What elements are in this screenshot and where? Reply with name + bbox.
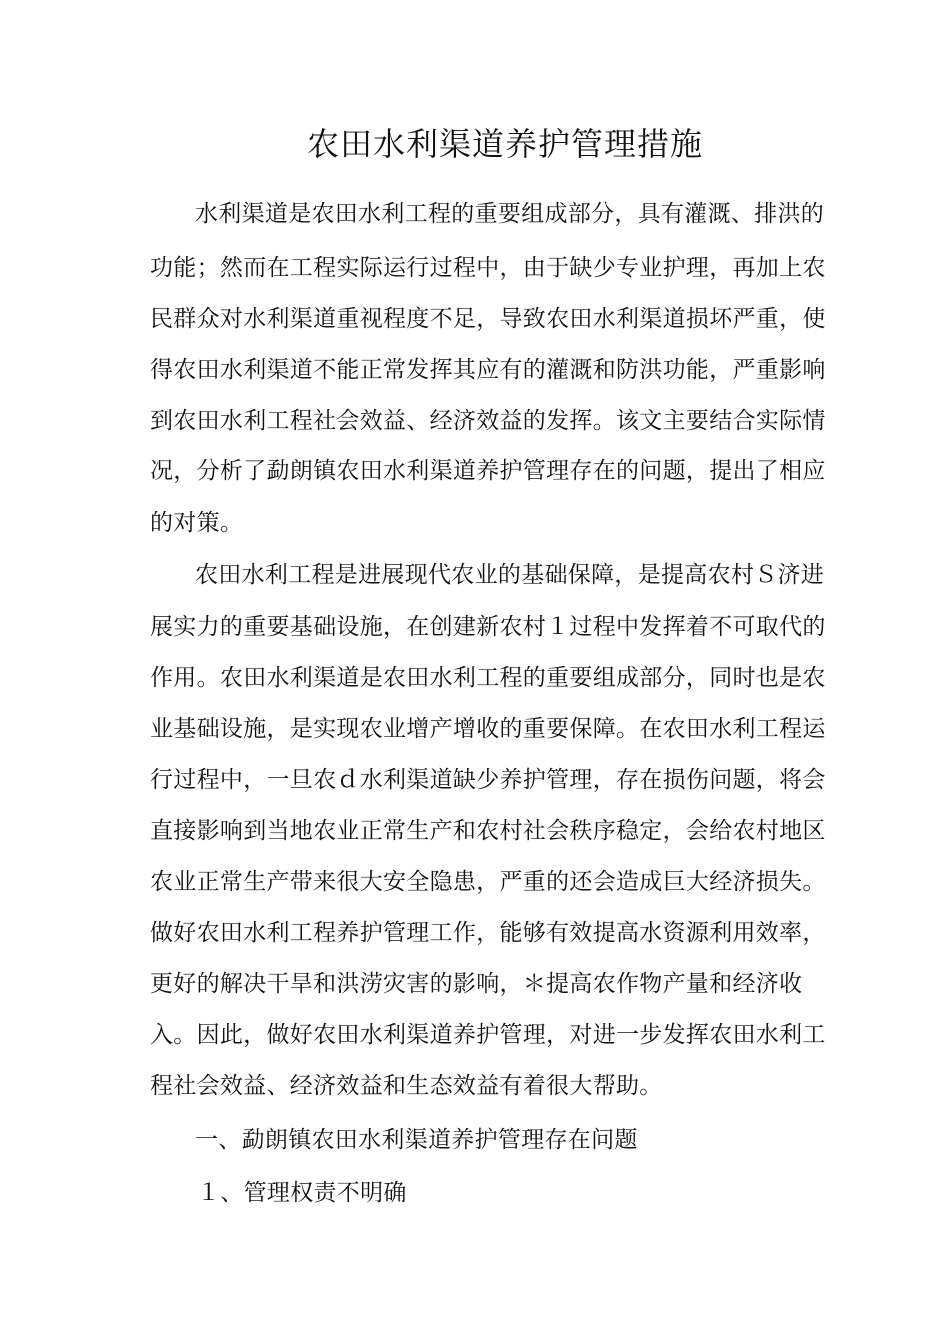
subsection-heading-1: １、管理权责不明确 (197, 1180, 407, 1206)
paragraph-1-line-3: 民群众对水利渠道重视程度不足，导致农田水利渠道损坏严重，使 (150, 306, 826, 332)
paragraph-2-line-5: 行过程中，一旦农ｄ水利渠道缺少养护管理，存在损伤问题，将会 (150, 767, 826, 793)
paragraph-2-line-4: 业基础设施，是实现农业增产增收的重要保障。在农田水利工程运 (150, 716, 826, 742)
paragraph-2-line-6: 直接影响到当地农业正常生产和农村社会秩序稳定，会给农村地区 (150, 818, 826, 844)
paragraph-1-line-5: 到农田水利工程社会效益、经济效益的发挥。该文主要结合实际情 (150, 408, 826, 434)
paragraph-2-line-1: 农田水利工程是进展现代农业的基础保障，是提高农村Ｓ济进 (195, 562, 825, 588)
section-heading-1: 一、勐朗镇农田水利渠道养护管理存在问题 (195, 1127, 638, 1153)
paragraph-2-line-11: 程社会效益、经济效益和生态效益有着很大帮助。 (150, 1073, 663, 1099)
paragraph-2-line-2: 展实力的重要基础设施，在创建新农村１过程中发挥着不可取代的 (150, 614, 826, 640)
paragraph-2-line-7: 农业正常生产带来很大安全隐患，严重的还会造成巨大经济损失。 (150, 869, 826, 895)
paragraph-1-line-6: 况，分析了勐朗镇农田水利渠道养护管理存在的问题，提出了相应 (150, 458, 826, 484)
paragraph-2-line-8: 做好农田水利工程养护管理工作，能够有效提高水资源利用效率， (150, 920, 826, 946)
paragraph-1-line-1: 水利渠道是农田水利工程的重要组成部分，具有灌溉、排洪的 (195, 201, 825, 227)
paragraph-1-line-4: 得农田水利渠道不能正常发挥其应有的灌溉和防洪功能，严重影响 (150, 357, 826, 383)
document-title: 农田水利渠道养护管理措施 (306, 125, 703, 163)
paragraph-2-line-3: 作用。农田水利渠道是农田水利工程的重要组成部分，同时也是农 (150, 665, 826, 691)
paragraph-1-line-2: 功能；然而在工程实际运行过程中，由于缺少专业护理，再加上农 (150, 255, 826, 281)
paragraph-2-line-9: 更好的解决干旱和洪涝灾害的影响，＊提高农作物产量和经济收 (150, 971, 803, 997)
paragraph-2-line-10: 入。因此，做好农田水利渠道养护管理，对进一步发挥农田水利工 (150, 1022, 826, 1048)
paragraph-1-line-7: 的对策。 (150, 510, 244, 536)
